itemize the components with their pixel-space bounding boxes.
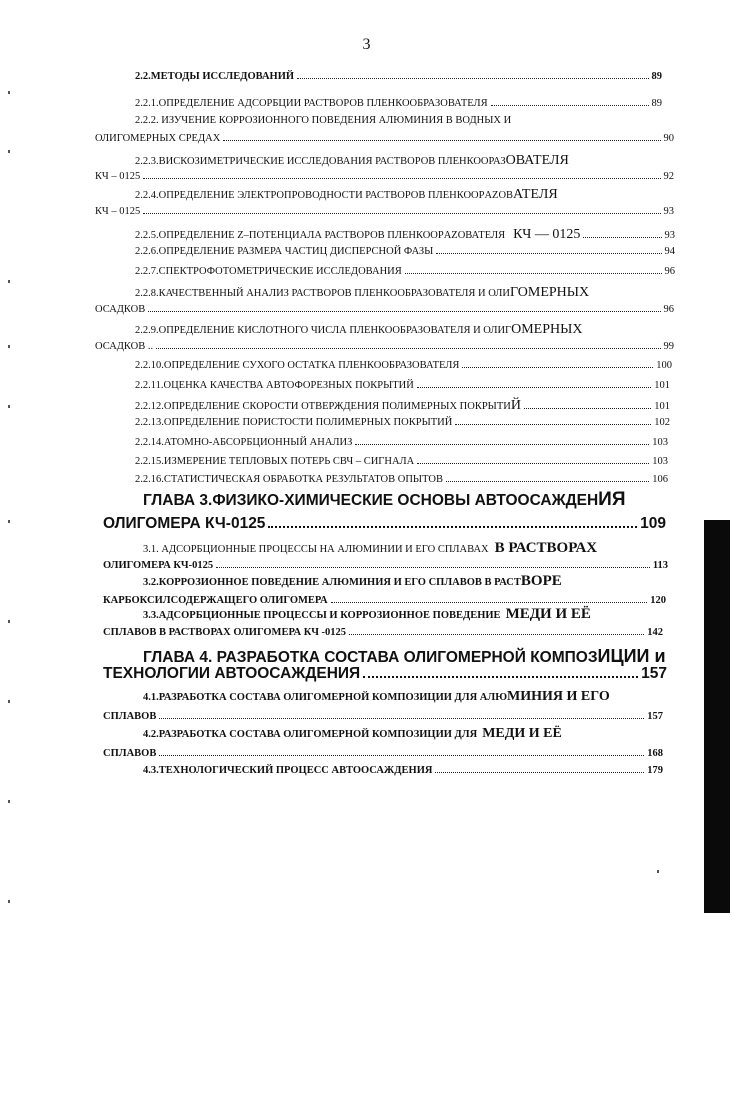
toc-entry-continuation[interactable] [103,712,663,723]
scan-speck [8,91,10,94]
toc-entry[interactable] [135,188,645,202]
toc-page-number: 96 [664,266,675,277]
chapter-heading-continuation[interactable] [103,666,667,682]
toc-entry-title-cont: ОЛИГОМЕРНЫХ СРЕДАХ [95,133,221,144]
chapter-heading[interactable] [143,489,626,510]
toc-entry-continuation[interactable] [95,172,674,183]
toc-entry-continuation[interactable] [95,305,674,316]
toc-entry-title: 3.3.АДСОРБЦИОННЫЕ ПРОЦЕССЫ И КОРРОЗИОННОЕ ПОВЕДЕНИЕ [143,610,501,621]
leader-dots [297,78,648,79]
toc-entry-title: 2.2.13.ОПРЕДЕЛЕНИЕ ПОРИСТОСТИ ПОЛИМЕРНЫХ ПОКРЫТИЙ [135,417,453,428]
leader-dots [363,676,638,678]
leader-dots [143,213,660,214]
leader-dots [331,602,648,603]
leader-dots [216,567,650,568]
toc-entry-title: 4.1.РАЗРАБОТКА СОСТАВА ОЛИГОМЕРНОЙ КОМПОЗИЦИИ ДЛЯ АЛЮ [143,692,508,703]
leader-dots [524,408,651,409]
toc-entry[interactable] [135,381,670,392]
toc-entry-title-tail: АТЕЛЯ [513,187,558,202]
toc-entry[interactable] [135,267,675,278]
toc-entry-title: 2.2.6.ОПРЕДЕЛЕНИЕ РАЗМЕРА ЧАСТИЦ ДИСПЕРСНОЙ ФАЗЫ [135,246,434,257]
toc-entry[interactable] [135,475,668,486]
toc-page-number: 101 [654,401,670,412]
toc-entry-title-tail: МИНИЯ И ЕГО [507,689,610,704]
leader-dots [148,311,660,312]
toc-entry-title: 2.2.4.ОПРЕДЕЛЕНИЕ ЭЛЕКТРОПРОВОДНОСТИ РАСТВОРОВ ПЛЕНКООРAZОВ [135,190,514,201]
chapter-title-cont: ТЕХНОЛОГИИ АВТООСАЖДЕНИЯ [103,665,361,682]
toc-page-number: 96 [663,304,674,315]
scan-speck [8,405,10,408]
toc-entry-title-cont: СПЛАВОВ В РАСТВОРАХ ОЛИГОМЕРА КЧ -0125 [103,627,347,638]
toc-entry-title: 2.2.8.КАЧЕСТВЕННЫЙ АНАЛИЗ РАСТВОРОВ ПЛЕНКООБРАЗОВАТЕЛЯ И ОЛИ [135,288,511,299]
leader-dots [355,444,649,445]
toc-entry-title: 2.2.15.ИЗМЕРЕНИЕ ТЕПЛОВЫХ ПОТЕРЬ СВЧ – СИГНАЛА [135,456,415,467]
leader-dots [435,772,644,773]
toc-page-number: 103 [652,456,668,467]
toc-entry-title: 2.2.3.ВИСКОЗИМЕТРИЧЕСКИЕ ИССЛЕДОВАНИЯ РАСТВОРОВ ПЛЕНКООРАЗ [135,156,506,167]
toc-entry-title-tail: КЧ — 0125 [513,227,581,242]
toc-entry-title-tail: Й [510,398,521,413]
toc-entry-title-cont: ОЛИГОМЕРА КЧ-0125 [103,560,214,571]
scan-speck [8,620,10,623]
scan-speck [657,870,659,873]
toc-page-number: 89 [651,98,662,109]
toc-page-number: 94 [664,246,675,257]
toc-entry[interactable] [135,438,668,449]
toc-entry-title-cont: КАРБОКСИЛСОДЕРЖАЩЕГО ОЛИГОМЕРА [103,595,328,606]
leader-dots [491,105,649,106]
toc-entry-title-cont: СПЛАВОВ [103,748,157,759]
toc-entry[interactable] [135,116,662,127]
toc-entry[interactable] [135,361,672,372]
chapter-title: ГЛАВА 3.ФИЗИКО-ХИМИЧЕСКИЕ ОСНОВЫ АВТООСАЖДЕН [143,492,599,509]
scan-speck [8,700,10,703]
chapter-heading[interactable] [143,647,683,666]
toc-entry-title: 3.1. АДСОРБЦИОННЫЕ ПРОЦЕССЫ НА АЛЮМИНИИ И ЕГО СПЛАВАХ [143,544,489,555]
toc-entry-title: 2.2.1.ОПРЕДЕЛЕНИЕ АДСОРБЦИИ РАСТВОРОВ ПЛЕНКООБРАЗОВАТЕЛЯ [135,98,488,109]
toc-entry[interactable] [135,99,662,110]
toc-entry[interactable] [135,228,675,242]
toc-entry[interactable] [135,72,662,83]
toc-page-number: 99 [663,341,674,352]
leader-dots [349,634,644,635]
leader-dots [446,481,649,482]
toc-entry-title-cont: КЧ – 0125 [95,171,141,182]
toc-entry-title: 2.2.МЕТОДЫ ИССЛЕДОВАНИЙ [135,71,295,82]
toc-entry-title: 2.2.16.СТАТИСТИЧЕСКАЯ ОБРАБОТКА РЕЗУЛЬТАТОВ ОПЫТОВ [135,474,443,485]
toc-page-number: 106 [652,474,668,485]
toc-page-number: 90 [663,133,674,144]
leader-dots [159,718,644,719]
leader-dots [223,140,660,141]
toc-page-number: 113 [652,560,668,571]
toc-page-number: 92 [663,171,674,182]
toc-entry-title-tail: ГОМЕРНЫХ [510,285,590,300]
toc-entry[interactable] [143,766,663,777]
toc-entry-title: 2.2.12.ОПРЕДЕЛЕНИЕ СКОРОСТИ ОТВЕРЖДЕНИЯ ПОЛИМЕРНЫХ ПОКРЫТИ [135,401,511,412]
scan-speck [8,800,10,803]
toc-entry-title: 2.2.7.СПЕКТРОФОТОМЕТРИЧЕСКИЕ ИССЛЕДОВАНИЯ [135,266,402,277]
scan-speck [8,520,10,523]
toc-page-number: 89 [651,71,662,82]
leader-dots [417,463,649,464]
toc-entry-title: 4.3.ТЕХНОЛОГИЧЕСКИЙ ПРОЦЕСС АВТООСАЖДЕНИЯ [143,765,433,776]
toc-entry-title: 2.2.9.ОПРЕДЕЛЕНИЕ КИСЛОТНОГО ЧИСЛА ПЛЕНКООБРАЗОВАТЕЛЯ И ОЛИГ [135,325,512,336]
toc-entry-continuation[interactable] [103,749,663,760]
toc-entry[interactable] [143,607,643,622]
toc-page-number: 168 [647,748,663,759]
toc-entry[interactable] [143,727,623,741]
toc-entry[interactable] [135,247,675,258]
toc-page-number: 157 [647,711,663,722]
toc-entry[interactable] [143,690,663,704]
toc-entry-continuation[interactable] [103,596,666,607]
leader-dots [143,178,660,179]
toc-entry-title: 2.2.14.АТОМНО-АБСОРБЦИОННЫЙ АНАЛИЗ [135,437,353,448]
toc-entry-title: 3.2.КОРРОЗИОННОЕ ПОВЕДЕНИЕ АЛЮМИНИЯ И ЕГО СПЛАВОВ В РАСТ [143,577,521,588]
toc-entry-title-cont: ОСАДКОВ [95,304,146,315]
leader-dots [268,526,637,528]
toc-page-number: 142 [647,627,663,638]
scan-speck [8,280,10,283]
toc-entry-title: 2.2.2. ИЗУЧЕНИЕ КОРРОЗИОННОГО ПОВЕДЕНИЯ АЛЮМИНИЯ В ВОДНЫХ И [135,115,512,126]
scan-speck [8,900,10,903]
leader-dots [417,387,651,388]
toc-entry-title: 2.2.5.ОПРЕДЕЛЕНИЕ Ζ–ПОТЕНЦИАЛА РАСТВОРОВ ПЛЕНКООРAZОВАТЕЛЯ [135,230,506,241]
toc-page-number: 102 [654,417,670,428]
toc-page-number: 157 [641,665,667,682]
leader-dots [156,348,660,349]
scan-speck [8,150,10,153]
toc-entry[interactable] [143,541,663,556]
toc-entry-title-tail: ВОРЕ [520,573,562,589]
toc-entry-continuation[interactable] [103,561,668,572]
leader-dots [455,424,651,425]
chapter-title-tail: ИЦИИ и [597,646,666,666]
toc-entry[interactable] [135,418,670,429]
toc-page-number: 103 [652,437,668,448]
toc-entry-continuation[interactable] [95,134,674,145]
toc-page-number: 93 [664,230,675,241]
toc-entry[interactable] [135,323,665,337]
toc-entry-title-tail: В РАСТВОРАХ [494,540,598,556]
leader-dots [405,273,662,274]
toc-entry-continuation[interactable] [95,342,674,353]
chapter-heading-continuation[interactable] [103,516,666,532]
toc-entry-title: 2.2.10.ОПРЕДЕЛЕНИЕ СУХОГО ОСТАТКА ПЛЕНКООБРАЗОВАТЕЛЯ [135,360,460,371]
toc-entry-title-tail: МЕДИ И ЕЁ [505,606,591,622]
leader-dots [583,237,661,238]
toc-page-number: 101 [654,380,670,391]
toc-entry[interactable] [143,574,623,589]
toc-entry-title-cont: ОСАДКОВ .. [95,341,154,352]
leader-dots [436,253,661,254]
toc-entry-continuation[interactable] [103,628,663,639]
toc-page-number: 109 [640,515,666,532]
toc-entry-continuation[interactable] [95,207,674,218]
toc-entry[interactable] [135,286,665,300]
toc-entry-title-cont: СПЛАВОВ [103,711,157,722]
toc-entry-title-tail: ОВАТЕЛЯ [505,153,569,168]
toc-entry-title-tail: ОМЕРНЫХ [511,322,583,337]
toc-page-number: 179 [647,765,663,776]
scan-edge-shadow [704,520,730,913]
toc-entry-title-tail: МЕДИ И ЕЁ [482,726,562,741]
toc-entry[interactable] [135,399,670,413]
toc-page-number: 120 [650,595,666,606]
chapter-title-cont: ОЛИГОМЕРА КЧ-0125 [103,515,266,532]
toc-page-number: 93 [663,206,674,217]
toc-entry-title: 4.2.РАЗРАБОТКА СОСТАВА ОЛИГОМЕРНОЙ КОМПОЗИЦИИ ДЛЯ [143,729,478,740]
toc-entry-title-cont: КЧ – 0125 [95,206,141,217]
leader-dots [159,755,644,756]
toc-page-number: 100 [656,360,672,371]
toc-entry[interactable] [135,457,668,468]
toc-entry[interactable] [135,154,645,168]
chapter-title: ГЛАВА 4. РАЗРАБОТКА СОСТАВА ОЛИГОМЕРНОЙ КОМПОЗ [143,649,598,666]
toc-entry-title: 2.2.11.ОЦЕНКА КАЧЕСТВА АВТОФОРЕЗНЫХ ПОКРЫТИЙ [135,380,414,391]
page-number: 3 [362,36,371,53]
scan-speck [8,345,10,348]
chapter-title-tail: ИЯ [598,489,626,510]
leader-dots [462,367,653,368]
